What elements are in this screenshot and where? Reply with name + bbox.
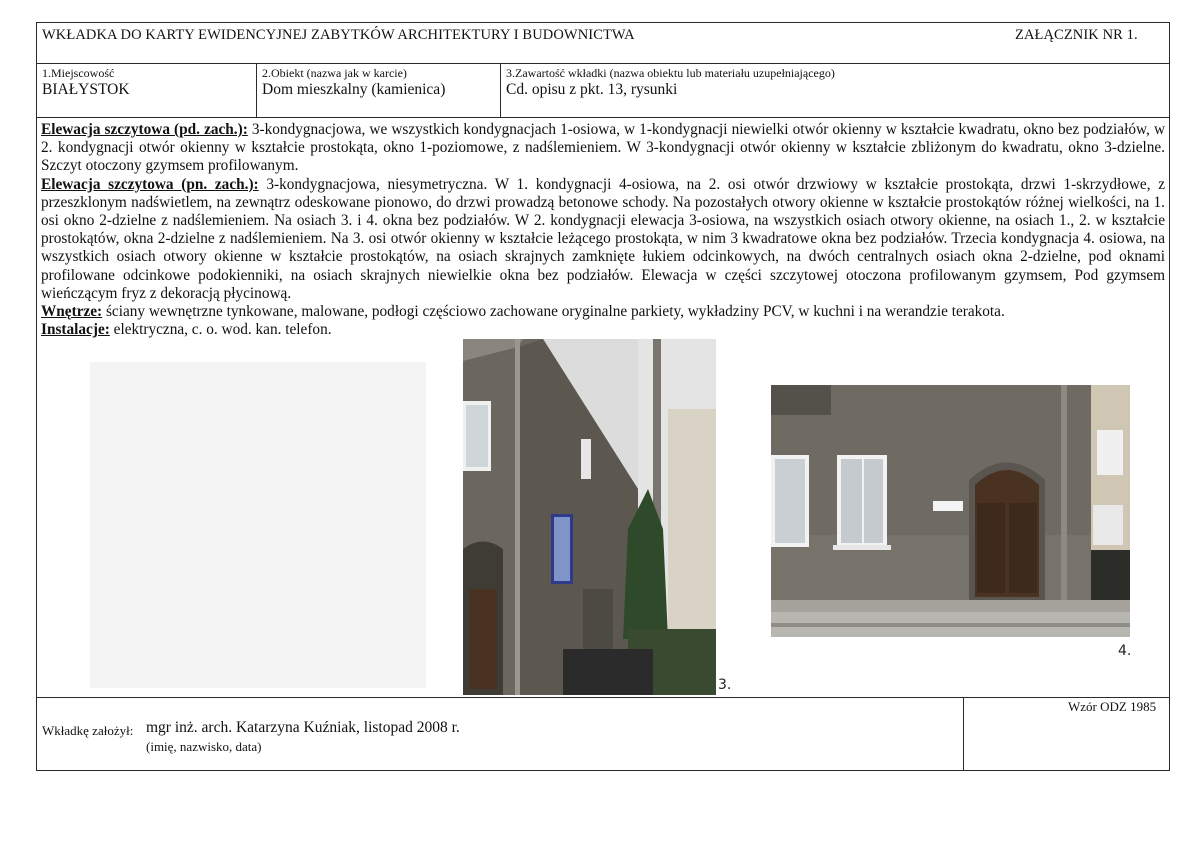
author-label: Wkładkę założył: (42, 723, 134, 738)
photo-3-caption: 3. (718, 677, 732, 693)
section-gable-nw (41, 176, 1165, 303)
section-interior (41, 303, 1165, 321)
section-text: elektryczna, c. o. wod. kan. telefon. (109, 321, 332, 339)
frame-left (36, 22, 37, 771)
section-label: Instalacje: (41, 321, 110, 339)
annex-number: ZAŁĄCZNIK NR 1. (1015, 27, 1138, 43)
photo-3 (463, 339, 716, 695)
photo-4 (771, 385, 1130, 637)
form-pattern: Wzór ODZ 1985 (1068, 699, 1157, 714)
locality-value: BIAŁYSTOK (42, 81, 130, 98)
photo-3-image (463, 339, 716, 695)
object-label: 2.Obiekt (nazwa jak w karcie) (262, 66, 407, 80)
object-value: Dom mieszkalny (kamienica) (262, 81, 446, 98)
photo-placeholder (90, 362, 426, 688)
photo-4-image (771, 385, 1130, 637)
fields-divider (36, 117, 1170, 118)
section-text: 3-kondygnacjowa, we wszystkich kondygnacjach 1-osiowa, w 1-kondygnacji niewielki otwór okienny w kształcie kwadratu, okno bez podziałów, w 2. kondygnacji otwór okienny w kształcie prostokąta, okno 1-poziomowe, z nadślemieniem. W 3-kondygnacji otwór okienny w kształcie zbliżonym do kwadratu, okno 3-dzielne. Szczyt otoczony gzymsem profilowanym. (41, 121, 1165, 175)
frame-right (1169, 22, 1170, 771)
section-gable-sw (41, 121, 1165, 176)
content-value: Cd. opisu z pkt. 13, rysunki (506, 81, 678, 98)
footer-sep (963, 697, 964, 770)
section-label: Elewacja szczytowa (pd. zach.): (41, 121, 248, 138)
locality-label: 1.Miejscowość (42, 66, 115, 80)
description-body (41, 121, 1165, 339)
section-text: ściany wewnętrzne tynkowane, malowane, podłogi częściowo zachowane oryginalne parkiety, wykładziny PCV, w kuchni i na werandzie terakota. (102, 303, 1005, 321)
photo-4-caption: 4. (1118, 643, 1132, 659)
field-sep-1 (256, 63, 257, 117)
author-value: mgr inż. arch. Katarzyna Kuźniak, listopad 2008 r. (146, 719, 460, 736)
author-hint: (imię, nazwisko, data) (146, 739, 262, 754)
field-sep-2 (500, 63, 501, 117)
section-text: 3-kondygnacjowa, niesymetryczna. W 1. kondygnacji 4-osiowa, na 2. osi otwór drzwiowy w kształcie prostokąta, drzwi 1-skrzydłowe, z przeszklonym nadświetlem, na zewnątrz odeskowane pionowo, do drzwi prowadzą betonowe schody. Na pozostałych otwory okienne w kształcie prostokątów różnej wielkości, na 1. osi okno 2-dzielne z nadślemieniem. Na osiach 3. i 4. okna bez podziałów. W 2. kondygnacji elewacja 3-osiowa, na wszystkich osiach otwory okienne, na osiach 1., 2. w kształcie prostokątów, okna 2-dzielne z nadślemieniem. Na 3. osi otwór okienny w kształcie leżącego prostokąta, w nim 3 kwadratowe okna bez podziałów. Trzecia kondygnacja 4. osiowa, na wszystkich osiach otwory okienne w kształcie prostokątów, na osiach skrajnych zamknięte łukiem odcinkowych, na dwóch centralnych osiach okna 2-dzielne, pod oknami profilowane odcinkowe podokienniki, na osiach skrajnych niewielkie okna bez podziałów. Elewacja w części szczytowej otoczona profilowanym gzymsem, Pod gzymsem wieńczącym fryz z dekoracją płycinową. (41, 175, 1166, 302)
section-label: Elewacja szczytowa (pn. zach.): (41, 175, 259, 193)
frame-bottom (36, 770, 1170, 771)
frame-top (36, 22, 1170, 23)
content-label: 3.Zawartość wkładki (nazwa obiektu lub materiału uzupełniającego) (506, 66, 835, 80)
section-installations (41, 321, 1165, 339)
footer-divider (36, 697, 1170, 698)
header-divider (36, 63, 1170, 64)
card-title: WKŁADKA DO KARTY EWIDENCYJNEJ ZABYTKÓW ARCHITEKTURY I BUDOWNICTWA (42, 27, 635, 43)
section-label: Wnętrze: (41, 303, 103, 321)
